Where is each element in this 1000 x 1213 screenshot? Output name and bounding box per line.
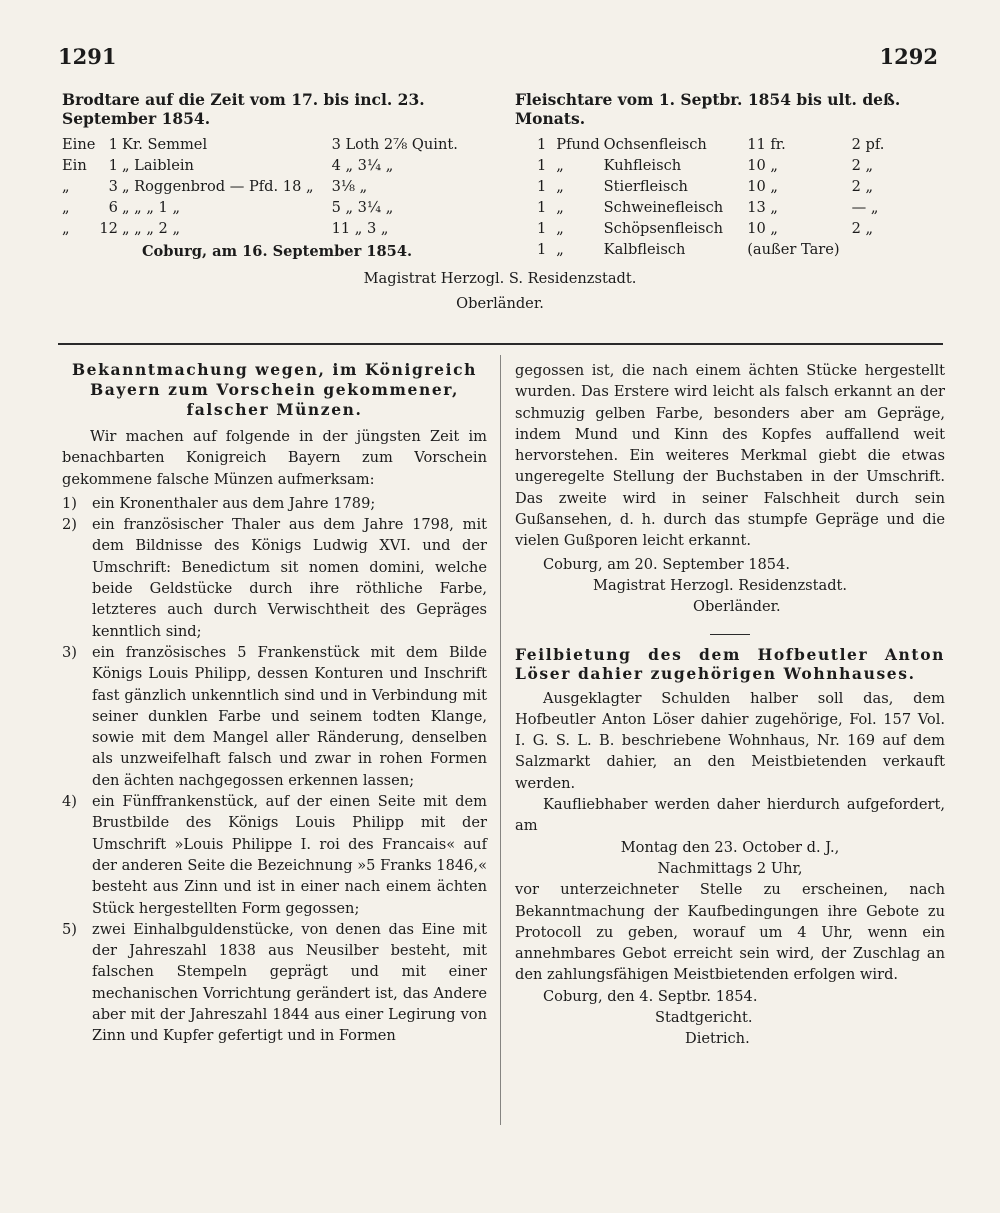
section-separator — [710, 634, 750, 635]
meat-row — [537, 239, 888, 260]
bread-cell-a: „ — [62, 220, 70, 237]
meat-row — [537, 176, 888, 197]
bread-cell-d: 3 Loth 2⅞ Quint. — [331, 136, 458, 153]
meat-row — [537, 197, 888, 218]
coin-item-number: 1) — [62, 494, 77, 512]
column-divider — [500, 355, 501, 1125]
coin-list-item — [62, 514, 487, 642]
meat-cell-qty: 1 — [537, 178, 547, 195]
bread-row — [62, 176, 462, 197]
meat-cell-kreuzer: (außer Tare) — [747, 241, 840, 258]
house-notice-paragraph-1: Ausgeklagter Schulden halber soll das, dem Hofbeutler Anton Löser dahier zugehörige, Fol. 157 Vol. I. G. S. L. B. beschriebene Wohnhaus, Nr. 169 auf dem Salzmarkt dahier, an den Meistbietenden verkauft werden. — [515, 689, 945, 792]
horizontal-divider — [58, 343, 943, 345]
house-notice-paragraph-3: vor unterzeichneter Stelle zu erscheinen, nach Bekanntmachung der Kaufbedingungen ihre Gebote zu Protocoll zu geben, worauf um 4 Uhr, wenn ein annehmbares Gebot erreicht sein wird, der Zuschlag an den zahlungsfähigen Meistbietenden erfolgen wird. — [515, 881, 945, 984]
coin-notice-name: Oberländer. — [693, 598, 781, 616]
coin-notice-title: Bekanntmachung wegen, im Königreich Bayern zum Vorschein gekommener, falscher Münzen. — [71, 360, 478, 419]
bread-cell-c: „ Roggenbrod — Pfd. 18 „ — [121, 178, 314, 195]
meat-cell-item: Kuhfleisch — [603, 157, 682, 174]
meat-cell-pfennig: 2 „ — [851, 178, 874, 195]
bread-row — [62, 218, 462, 239]
bread-cell-b: 1 — [108, 136, 118, 153]
coin-item-text: ein Kronenthaler aus dem Jahre 1789; — [92, 494, 376, 512]
bread-row — [62, 155, 462, 176]
house-notice-paragraph-2: Kaufliebhaber werden daher hierdurch aufgefordert, am — [515, 796, 945, 835]
bread-cell-d: 5 „ 3¼ „ — [331, 199, 394, 216]
meat-cell-item: Kalbfleisch — [603, 241, 686, 258]
coin-item-number: 4) — [62, 793, 77, 811]
coin-notice-continuation: gegossen ist, die nach einem ächten Stücke hergestellt wurden. Das Erstere wird leicht als falsch erkannt an der schmuzig gelben Farbe, besonders aber am Gepräge, indem Mund und Kinn des Kopfes auffallend weit hervorstehen. Ein weiteres Merkmal giebt die etwas ungeregelte Stellung der Buchstaben in der Umschrift. Das zweite wird in seiner Falschheit durch sein Gußansehen, d. h. durch das stumpfe Gepräge und die vielen Gußporen leicht erkannt. — [515, 362, 945, 550]
meat-cell-pfennig: 2 „ — [851, 157, 874, 174]
meat-cell-kreuzer: 10 „ — [747, 157, 778, 174]
coin-list-item — [62, 642, 487, 791]
coin-list-item — [62, 791, 487, 919]
meat-cell-unit: „ — [556, 241, 564, 258]
bread-cell-c: „ Laiblein — [121, 157, 194, 174]
bread-tariff-title: Brodtare auf die Zeit vom 17. bis incl. 23. September 1854. — [62, 90, 425, 128]
coin-notice — [62, 360, 487, 1047]
meat-cell-item: Stierfleisch — [603, 178, 688, 195]
meat-cell-pfennig: — „ — [851, 199, 879, 216]
meat-cell-kreuzer: 13 „ — [747, 199, 778, 216]
page-number-left: 1291 — [58, 44, 117, 69]
coin-item-text: zwei Einhalbguldenstücke, von denen das Eine mit der Jahreszahl 1838 aus Neusilber besteht, mit falschen Stempeln geprägt und mit einer mechanischen Vorrichtung gerändert ist, das Andere aber mit der Jahreszahl 1844 aus einer Legirung von Zinn und Kupfer gefertigt und in Formen — [92, 920, 487, 1045]
meat-cell-pfennig: 2 „ — [851, 220, 874, 237]
meat-row — [537, 218, 888, 239]
meat-cell-item: Schöpsenfleisch — [603, 220, 723, 237]
meat-cell-qty: 1 — [537, 199, 547, 216]
meat-cell-pfennig — [844, 239, 889, 260]
coin-notice-intro: Wir machen auf folgende in der jüngsten Zeit im benachbarten Konigreich Bayern zum Vorschein gekommene falsche Münzen aufmerksam: — [62, 428, 487, 488]
coin-item-text: ein französischer Thaler aus dem Jahre 1798, mit dem Bildnisse des Königs Ludwig XVI. und der Umschrift: Benedictum sit nomen domini, welche beide Geldstücke durch ihre röthliche Farbe, letzteres auch durch Verwischtheit des Gepräges kenntlich sind; — [92, 516, 487, 640]
house-notice-date: Coburg, den 4. Septbr. 1854. — [543, 987, 758, 1005]
house-notice-date-line-1: Montag den 23. October d. J., — [620, 838, 840, 856]
bread-cell-a: Ein — [62, 157, 87, 174]
bread-cell-b: 12 — [99, 220, 118, 237]
right-column — [515, 360, 945, 1050]
bread-cell-d: 11 „ 3 „ — [331, 220, 389, 237]
meat-cell-kreuzer: 10 „ — [747, 220, 778, 237]
meat-cell-kreuzer: 10 „ — [747, 178, 778, 195]
coin-notice-authority: Magistrat Herzogl. Residenzstadt. — [593, 576, 848, 594]
house-notice-title: Feilbietung des dem Hofbeutler Anton Löser dahier zugehörigen Wohnhauses. — [515, 644, 945, 683]
bread-cell-d: 3⅛ „ — [331, 178, 368, 195]
bread-row — [62, 134, 462, 155]
page-number-right: 1292 — [879, 44, 938, 69]
meat-cell-pfennig: 2 pf. — [851, 136, 885, 153]
coin-list-item — [62, 919, 487, 1047]
top-signature-name: Oberländer. — [456, 295, 544, 313]
coin-item-number: 5) — [62, 920, 77, 938]
meat-cell-qty: 1 — [537, 241, 547, 258]
bread-cell-a: „ — [62, 199, 70, 216]
house-notice-name: Dietrich. — [685, 1030, 750, 1048]
meat-tariff — [515, 90, 955, 260]
coin-item-text: ein französisches 5 Frankenstück mit dem Bilde Königs Louis Philipp, dessen Konturen und Inschrift fast gänzlich unkenntlich sind und in Verbindung mit seiner dunklen Farbe und seinem todten Klange, sowie mit dem Mangel aller Ränderung, denselben als unzweifelhaft falsch und zwar in rohen Formen den ächten nachgegossen erkennen lassen; — [92, 643, 487, 789]
bread-tariff — [62, 90, 492, 262]
bread-cell-a: „ — [62, 178, 70, 195]
bread-cell-b: 6 — [108, 199, 118, 216]
meat-cell-unit: „ — [556, 178, 564, 195]
bread-cell-a: Eine — [62, 136, 96, 153]
meat-cell-unit: „ — [556, 157, 564, 174]
coin-item-text: ein Fünffrankenstück, auf der einen Seite mit dem Brustbilde des Königs Louis Philipp mit der Umschrift »Louis Philippe I. roi des Francais« auf der anderen Seite die Bezeichnung »5 Franks 1846,« besteht aus Zinn und ist in einer nach einem ächten Stück hergestellten Form gegossen; — [92, 793, 487, 917]
top-signature — [240, 268, 760, 315]
top-signature-authority: Magistrat Herzogl. S. Residenzstadt. — [363, 270, 637, 287]
meat-tariff-table — [537, 134, 888, 260]
coin-notice-date: Coburg, am 20. September 1854. — [543, 555, 791, 573]
meat-cell-qty: 1 — [537, 157, 547, 174]
house-notice-date-line-2: Nachmittags 2 Uhr, — [657, 859, 803, 877]
bread-cell-c: „ „ „ 2 „ — [121, 220, 181, 237]
meat-cell-qty: 1 — [537, 136, 547, 153]
meat-cell-unit: „ — [556, 220, 564, 237]
bread-cell-d: 4 „ 3¼ „ — [331, 157, 394, 174]
coin-list-item — [62, 493, 487, 514]
meat-tariff-title: Fleischtare vom 1. Septbr. 1854 bis ult. deß. Monats. — [515, 90, 901, 128]
bread-cell-b: 3 — [108, 178, 118, 195]
meat-row — [537, 155, 888, 176]
meat-row — [537, 134, 888, 155]
bread-tariff-date: Coburg, am 16. September 1854. — [141, 243, 413, 260]
meat-cell-item: Schweinefleisch — [603, 199, 724, 216]
meat-cell-unit: Pfund — [556, 136, 600, 153]
meat-cell-kreuzer: 11 fr. — [747, 136, 786, 153]
meat-cell-unit: „ — [556, 199, 564, 216]
coin-list — [62, 493, 487, 1047]
meat-cell-item: Ochsenfleisch — [603, 136, 707, 153]
bread-row — [62, 197, 462, 218]
bread-cell-b: 1 — [108, 157, 118, 174]
bread-cell-c: „ „ „ 1 „ — [121, 199, 181, 216]
bread-tariff-table — [62, 134, 462, 239]
house-notice-court: Stadtgericht. — [655, 1009, 753, 1027]
bread-cell-c: Kr. Semmel — [121, 136, 208, 153]
coin-item-number: 3) — [62, 643, 77, 661]
meat-cell-qty: 1 — [537, 220, 547, 237]
coin-item-number: 2) — [62, 516, 77, 534]
